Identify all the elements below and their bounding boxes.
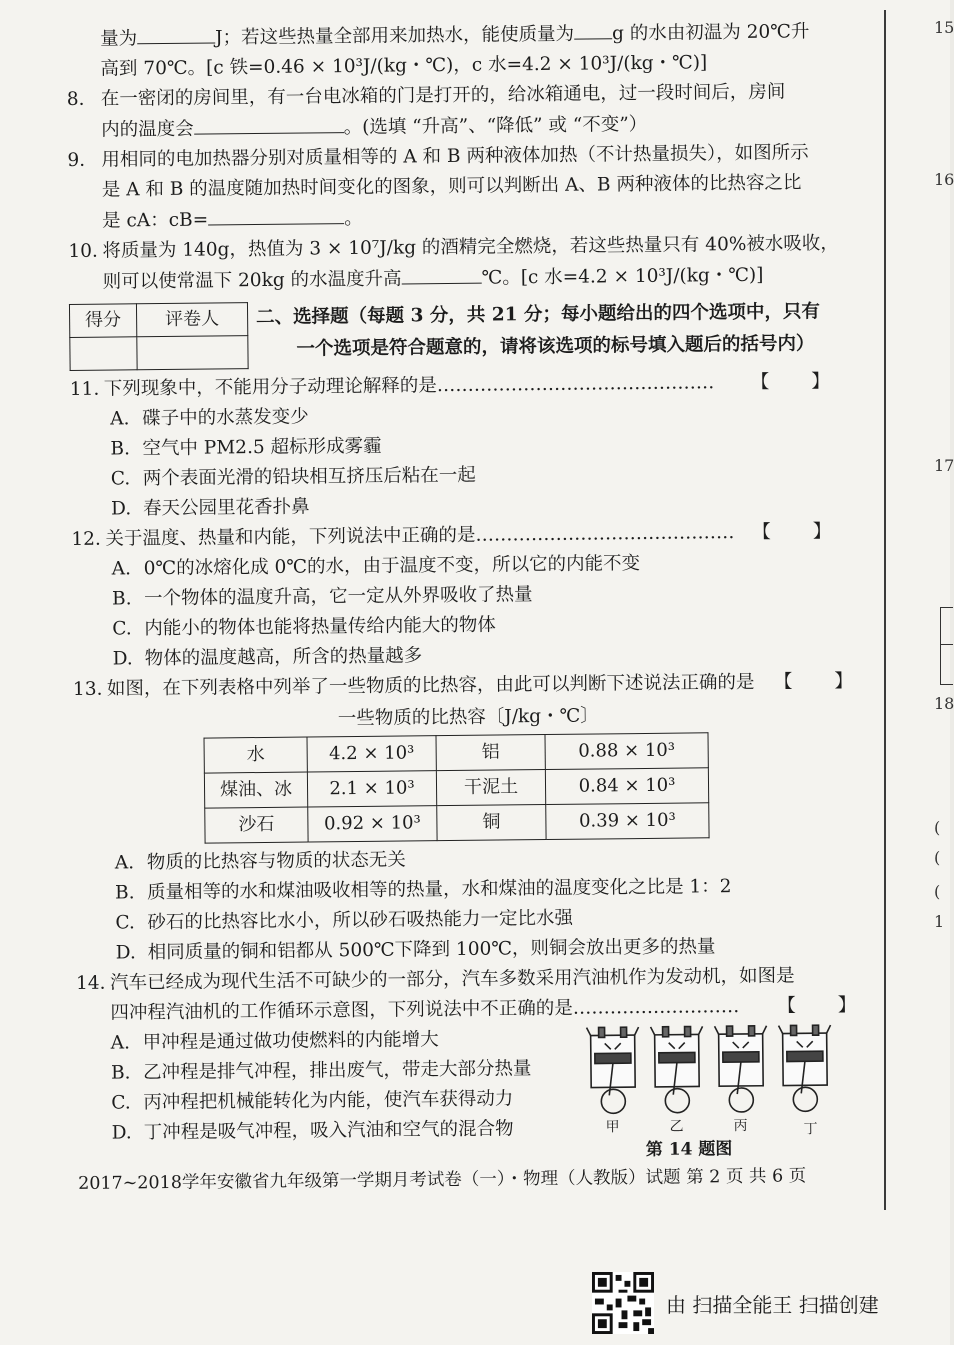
option: A. 物质的比热容与物质的状态无关 <box>114 849 406 874</box>
q7-continuation: 量为 J；若这些热量全部用来加热水，能使质量为 g 的水由初温为 20℃升 <box>66 16 856 55</box>
option: D. 春天公园里花香扑鼻 <box>110 496 310 520</box>
answer-blank[interactable] <box>193 112 343 135</box>
grader-label: 评卷人 <box>136 303 247 337</box>
table-row: 沙石 0.92 × 10³ 铜 0.39 × 10³ <box>205 803 709 843</box>
question-11: 11. 下列现象中，不能用分子动理论解释的是……………………………………… 【 】 <box>70 367 860 405</box>
answer-bracket[interactable]: 【 】 <box>773 670 854 693</box>
option: B. 乙冲程是排气冲程，排出废气，带走大部分热量 <box>110 1058 532 1084</box>
score-table <box>69 302 249 371</box>
engine-cycle-diagram <box>585 1021 856 1144</box>
option: B. 质量相等的水和煤油吸收相等的热量，水和煤油的温度变化之比是 1：2 <box>115 876 732 904</box>
answer-blank[interactable] <box>401 263 481 285</box>
table-title: 一些物质的比热容〔J/kg・℃〕 <box>337 705 599 730</box>
question-14: 14. 汽车已经成为现代生活不可缺少的一部分，汽车多数采用汽油机作为发动机，如图是 <box>75 965 795 994</box>
question-9: 9. 用相同的电加热器分别对质量相等的 A 和 B 两种液体加热（不计热量损失），如图所示 <box>67 142 809 171</box>
answer-bracket[interactable]: 【 】 <box>750 371 830 393</box>
edge-table-fragment <box>940 607 953 685</box>
question-13: 13. 如图，在下列表格中列举了一些物质的比热容，由此可以判断下述说法正确的是 【 】 <box>73 667 863 705</box>
figure-label: 丙 <box>733 1117 748 1135</box>
question-12: 12. 关于温度、热量和内能，下列说法中正确的是…………………………………… 【 】 <box>71 517 861 555</box>
option: A. 甲冲程是通过做功使燃料的内能增大 <box>110 1029 439 1054</box>
question-8: 8. 在一密闭的房间里，有一台电冰箱的门是打开的，给冰箱通电，过一段时间后，房间 <box>66 81 786 110</box>
section-2-instructions: 一个选项是符合题意的，请将该选项的标号填入题后的括号内） <box>296 333 815 360</box>
option: B. 空气中 PM2.5 超标形成雾霾 <box>110 435 382 460</box>
option: D. 物体的温度越高，所含的热量越多 <box>112 645 423 670</box>
edge-number: 1 <box>934 912 945 931</box>
option: D. 丁冲程是吸气冲程，吸入汽油和空气的混合物 <box>111 1118 514 1144</box>
specific-heat-table <box>204 732 710 843</box>
edge-char: ( <box>934 848 941 867</box>
question-column: 量为 J；若这些热量全部用来加热水，能使质量为 g 的水由初温为 20℃升 高到 70℃。[c 铁=0.46 × 10³J/(kg・℃)，c 水=4.2 × 10³J/(kg・℃)] 8. 在一密闭的房间里，有一台电冰箱的门是打开的，给冰箱通电，过一段时间后，房间 内的温度会 。(选填 “升高”、“降低” 或 “不变”） 9. 用相同的电加热器分别对质量相等的 A 和 B 两种液体加热（不计热量损失），如图所示 是 A 和 B 的温度随加热时间变化的图象，则可以判断出 A、B 两种液体的比热容之比 是 cA：cB= 。 10. 将质量为 140g，热值为 3 × 10⁷J/kg 的酒精完全燃烧，若这些热量只有 40%被水吸收， 则可以使常温下 20kg 的水温度升高 ℃。[c 水=4.2 × 10³J/(kg・℃)] 得分 评卷人 二、选择题（每题 3 分，共 21 分；每小题给出的四个选项中，只有 一个选项是符合题意的，请将该选项的标号填入题后的括号内） 11. 下列现象中，不能用分子动理论解释的是……………………………………… 【 】 A. 碟子中的水蒸发变少 B. 空气中 PM2.5 超标形成雾霾 C. 两个表面光滑的铅块相互挤压后粘在一起 D. 春天公园里花香扑鼻 12. 关于温度、热量和内能，下列说法中正确的是…………………………………… 【 】 A. 0℃的冰熔化成 0℃的水，由于温度不变，所以它的内能不变 B. 一个物体的温度升高，它一定从外界吸收了热量 C. 内能小的物体也能将热量传给内能大的物体 D. 物体的温度越高，所含的热量越多 13. 如图，在下列表格中列举了一些物质的比热容，由此可以判断下述说法正确的是 【 】 一些物质的比热容〔J/kg・℃〕 水 4.2 × 10³ 铝 0.88 × 10³ 煤油、冰 2.1 × 10³ 干泥土 0.84 × 10³ 沙石 0.92 × 10³ 铜 0.39 × 10³ A. 物质的比热容与物质的状态无关 B. 质量相等的水和煤油吸收相等的热量，水和煤油的温度变化之比是 1：2 C. 砂石的比热容比水小，所以砂石吸热能力一定比水强 D. 相同质量的铜和铝都从 500℃下降到 100℃，则铜会放出更多的热量 14. 汽车已经成为现代生活不可缺少的一部分，汽车多数采用汽油机作为发动机，如图是 四冲程汽油机的工作循环示意图，下列说法中不正确的是……………………… 【 】 A. 甲冲程是通过做功使燃料的内能增大 B. 乙冲程是排气冲程，排出废气，带走大部分热量 C. 丙冲程把机械能转化为内能，使汽车获得动力 D. 丁冲程是吸气冲程，吸入汽油和空气的混合物 甲 乙 丙 丁 第 14 题图 2017~2018学年安徽省九年级第一学期月考试卷（一）・物理（人教版）试题 第 2 页 共 6 页 <box>66 14 868 1199</box>
figure-label: 甲 <box>605 1119 620 1136</box>
qr-code-icon <box>592 1272 654 1334</box>
scanner-watermark <box>592 1272 879 1334</box>
section-2-header <box>69 296 860 371</box>
grader-cell[interactable] <box>137 336 248 370</box>
option: C. 内能小的物体也能将热量传给内能大的物体 <box>112 614 496 640</box>
figure-label: 丁 <box>803 1121 818 1138</box>
figure-caption: 第 14 题图 <box>645 1139 733 1160</box>
answer-blank[interactable] <box>574 18 612 39</box>
option: C. 砂石的比热容比水小，所以砂石吸热能力一定比水强 <box>115 907 574 934</box>
score-label: 得分 <box>69 304 136 338</box>
question-10: 10. 将质量为 140g，热值为 3 × 10⁷J/kg 的酒精完全燃烧，若这些热量只有 40%被水吸收， <box>68 232 839 262</box>
answer-bracket[interactable]: 【 】 <box>777 994 857 1017</box>
option: C. 丙冲程把机械能转化为内能，使汽车获得动力 <box>111 1088 514 1114</box>
score-cell[interactable] <box>70 337 137 371</box>
page-footer: 2017~2018学年安徽省九年级第一学期月考试卷（一）・物理（人教版）试题 第 2 页 共 6 页 <box>78 1166 807 1194</box>
option: B. 一个物体的温度升高，它一定从外界吸收了热量 <box>111 584 533 610</box>
column-divider <box>884 10 886 1210</box>
option: A. 碟子中的水蒸发变少 <box>110 406 309 430</box>
edge-number: 18 <box>934 694 954 713</box>
section-2-title: 二、选择题（每题 3 分，共 21 分；每小题给出的四个选项中，只有 <box>255 301 821 329</box>
edge-char: ( <box>934 882 941 901</box>
scanner-text: 由 扫描全能王 扫描创建 <box>666 1292 879 1317</box>
four-stroke-engine-figure <box>585 1021 856 1160</box>
q14-options-block <box>77 1021 868 1160</box>
edge-number: 17 <box>934 456 954 475</box>
edge-number: 16 <box>934 170 954 189</box>
table-row: 水 4.2 × 10³ 铝 0.88 × 10³ <box>204 733 708 773</box>
answer-blank[interactable] <box>208 203 344 225</box>
answer-blank[interactable] <box>137 22 215 44</box>
q7-continuation-2: 高到 70℃。[c 铁=0.46 × 10³J/(kg・℃)，c 水=4.2 × 10³J/(kg・℃)] <box>100 52 708 80</box>
edge-char: ( <box>934 818 941 837</box>
figure-label: 乙 <box>669 1118 684 1135</box>
option: D. 相同质量的铜和铝都从 500℃下降到 100℃，则铜会放出更多的热量 <box>115 936 716 964</box>
edge-number: 15 <box>934 18 954 37</box>
option: C. 两个表面光滑的铅块相互挤压后粘在一起 <box>110 464 476 490</box>
answer-bracket[interactable]: 【 】 <box>752 521 832 543</box>
table-row: 煤油、冰 2.1 × 10³ 干泥土 0.84 × 10³ <box>204 768 708 808</box>
option: A. 0℃的冰熔化成 0℃的水，由于温度不变，所以它的内能不变 <box>111 553 641 580</box>
